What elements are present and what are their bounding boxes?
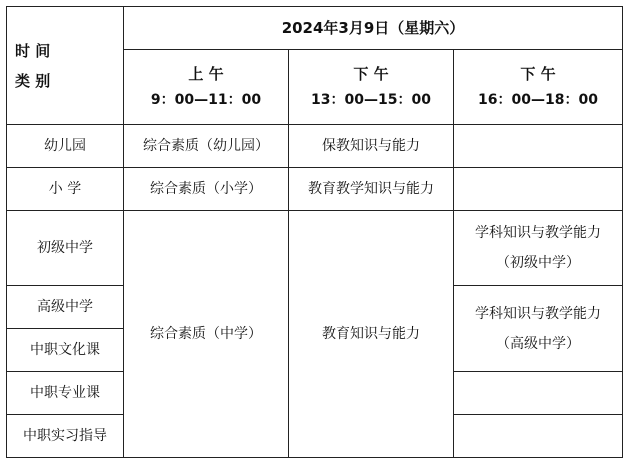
cell-secondary-afternoon1: 教育知识与能力 <box>289 211 454 458</box>
category-junior-high: 初级中学 <box>7 211 124 286</box>
cell-senior-high-afternoon2 <box>454 286 623 372</box>
category-primary: 小 学 <box>7 168 124 211</box>
slot-afternoon1-cell <box>289 50 454 125</box>
table-row <box>7 125 623 168</box>
category-senior-high: 高级中学 <box>7 286 124 329</box>
slot-afternoon2-name: 下 午 <box>520 65 556 83</box>
slot-morning-cell <box>124 50 289 125</box>
cell-secondary-morning: 综合素质（中学） <box>124 211 289 458</box>
table-row <box>7 211 623 286</box>
category-vocational-culture: 中职文化课 <box>7 329 124 372</box>
header-corner-cell <box>7 7 124 125</box>
exam-schedule-table <box>6 6 623 458</box>
cell-kindergarten-morning: 综合素质（幼儿园） <box>124 125 289 168</box>
slot-afternoon1-name: 下 午 <box>353 65 389 83</box>
cell-primary-morning: 综合素质（小学） <box>124 168 289 211</box>
category-vocational-professional: 中职专业课 <box>7 372 124 415</box>
slot-afternoon1-time: 13：00—15：00 <box>311 92 431 108</box>
slot-morning-time: 9：00—11：00 <box>150 92 262 108</box>
cell-vocational-internship-afternoon2 <box>454 415 623 458</box>
category-vocational-internship: 中职实习指导 <box>7 415 124 458</box>
cell-kindergarten-afternoon1: 保教知识与能力 <box>289 125 454 168</box>
exam-date-cell: 2024年3月9日（星期六） <box>124 7 623 50</box>
cell-kindergarten-afternoon2 <box>454 125 623 168</box>
header-category-label: 类 别 <box>15 71 51 90</box>
junior-high-level-line: （初级中学） <box>496 255 580 271</box>
cell-primary-afternoon1: 教育教学知识与能力 <box>289 168 454 211</box>
category-kindergarten: 幼儿园 <box>7 125 124 168</box>
senior-high-subject-line: 学科知识与教学能力 <box>475 305 601 322</box>
cell-junior-high-afternoon2 <box>454 211 623 286</box>
table-row <box>7 168 623 211</box>
junior-high-subject-line: 学科知识与教学能力 <box>475 225 601 241</box>
senior-high-level-line: （高级中学） <box>496 335 580 352</box>
cell-vocational-professional-afternoon2 <box>454 372 623 415</box>
header-time-label: 时 间 <box>15 41 51 60</box>
slot-afternoon2-cell <box>454 50 623 125</box>
cell-primary-afternoon2 <box>454 168 623 211</box>
slot-morning-name: 上 午 <box>188 65 224 83</box>
header-row-date <box>7 7 623 50</box>
slot-afternoon2-time: 16：00—18：00 <box>478 92 598 108</box>
